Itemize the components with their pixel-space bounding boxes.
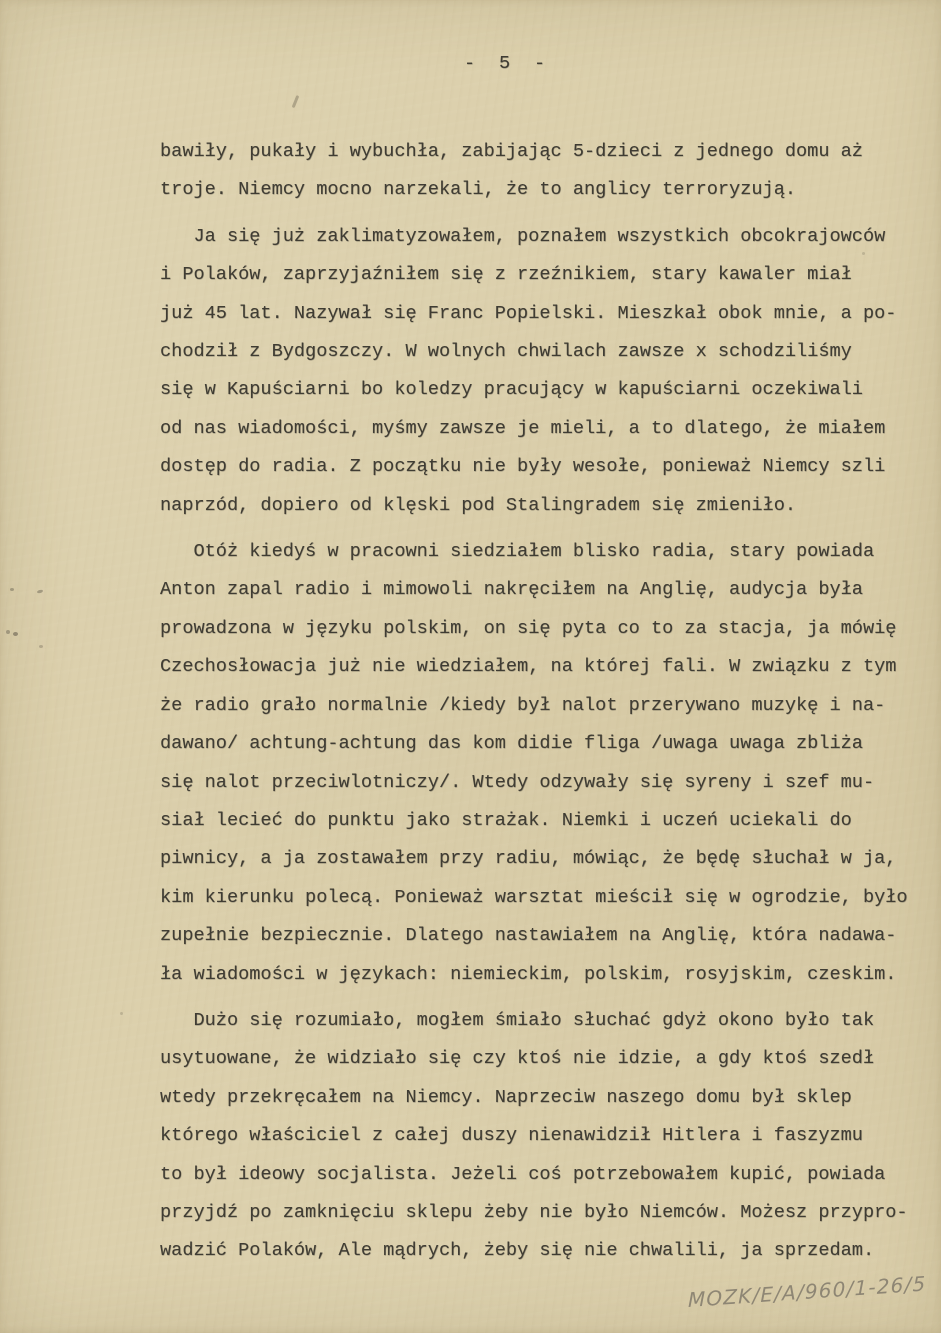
paper-speck [37,589,44,593]
paper-speck [10,588,14,591]
text-line: wtedy przekręcałem na Niemcy. Naprzeciw naszego domu był sklep [160,1086,852,1108]
paragraph [160,133,932,210]
text-line: usytuowane, że widziało się czy ktoś nie idzie, a gdy ktoś szedł [160,1048,875,1070]
text-line: od nas wiadomości, myśmy zawsze je mieli, a to dlatego, że miałem [160,417,886,439]
paper-speck [39,645,43,648]
page-number: - 5 - [464,53,546,74]
text-line: kim kierunku polecą. Ponieważ warsztat mieścił się w ogrodzie, było [160,886,908,908]
text-line: chodził z Bydgoszczy. W wolnych chwilach zawsze x schodziliśmy [160,341,852,363]
paper-speck [862,252,865,255]
text-line: Anton zapal radio i mimowoli nakręciłem na Anglię, audycja była [160,579,863,601]
paper-speck [13,632,18,636]
text-line: siał lecieć do punktu jako strażak. Niemki i uczeń uciekali do [160,809,852,831]
text-line: piwnicy, a ja zostawałem przy radiu, mówiąc, że będę słuchał w ja, [160,848,897,870]
typewritten-text-block [160,133,932,1271]
text-line: bawiły, pukały i wybuchła, zabijając 5-dzieci z jednego domu aż [160,141,863,162]
paragraph [160,218,932,525]
paragraph [160,533,932,994]
text-line: prowadzona w języku polskim, on się pyta co to za stacja, ja mówię [160,617,897,639]
text-line: przyjdź po zamknięciu sklepu żeby nie było Niemców. Możesz przypro- [160,1201,908,1223]
paper-speck [6,630,10,634]
text-line: dostęp do radia. Z początku nie były wesołe, ponieważ Niemcy szli [160,456,886,478]
text-line: troje. Niemcy mocno narzekali, że to anglicy terroryzują. [160,179,797,201]
text-line: się nalot przeciwlotniczy/. Wtedy odzywały się syreny i szef mu- [160,771,875,793]
handwritten-archive-signature: MOZK/E/A/960/1-26/5 [688,1271,927,1313]
text-line: Otóż kiedyś w pracowni siedziałem blisko radia, stary powiada [160,541,875,563]
text-line: że radio grało normalnie /kiedy był nalot przerywano muzykę i na- [160,694,886,716]
text-line: którego właściciel z całej duszy nienawidził Hitlera i faszyzmu [160,1125,863,1147]
paragraph [160,1002,932,1271]
text-line: naprzód, dopiero od klęski pod Stalingradem się zmieniło. [160,494,797,516]
text-line: się w Kapuściarni bo koledzy pracujący w kapuściarni oczekiwali [160,379,863,401]
text-line: to był ideowy socjalista. Jeżeli coś potrzebowałem kupić, powiada [160,1163,886,1185]
text-line: dawano/ achtung-achtung das kom didie fliga /uwaga uwaga zbliża [160,733,863,755]
text-line: Ja się już zaklimatyzowałem, poznałem wszystkich obcokrajowców [160,225,886,247]
text-line: wadzić Polaków, Ale mądrych, żeby się nie chwalili, ja sprzedam. [160,1240,875,1262]
text-line: Dużo się rozumiało, mogłem śmiało słuchać gdyż okono było tak [160,1009,875,1031]
paper-speck [292,95,299,108]
text-line: zupełnie bezpiecznie. Dlatego nastawiałem na Anglię, która nadawa- [160,925,897,947]
paper-speck [120,1012,123,1015]
text-line: ła wiadomości w językach: niemieckim, polskim, rosyjskim, czeskim. [160,963,897,985]
text-line: i Polaków, zaprzyjaźniłem się z rzeźnikiem, stary kawaler miał [160,264,852,286]
text-line: Czechosłowacja już nie wiedziałem, na której fali. W związku z tym [160,656,897,678]
text-line: już 45 lat. Nazywał się Franc Popielski. Mieszkał obok mnie, a po- [160,302,897,324]
